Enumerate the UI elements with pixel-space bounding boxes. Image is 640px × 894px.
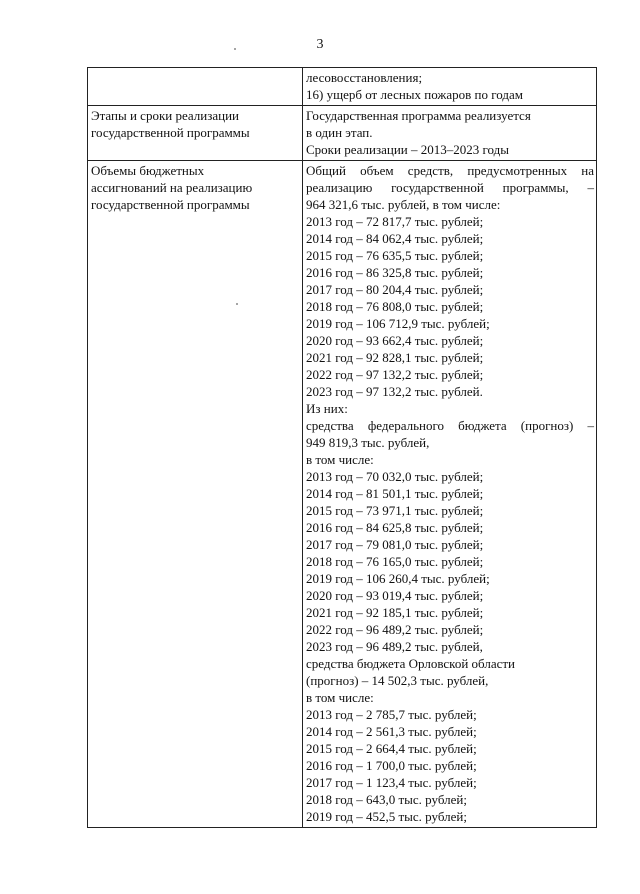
federal-year-line: 2013 год – 70 032,0 тыс. рублей; <box>306 469 484 484</box>
table-row <box>88 106 597 161</box>
total-year-line: 2022 год – 97 132,2 тыс. рублей; <box>306 367 484 382</box>
row-label-line: ассигнований на реализацию <box>91 180 253 195</box>
federal-year-line: 2023 год – 96 489,2 тыс. рублей, <box>306 639 483 654</box>
scan-speck <box>236 303 238 305</box>
table-row <box>88 161 597 828</box>
regional-year-line: 2019 год – 452,5 тыс. рублей; <box>306 809 467 824</box>
total-year-line: 2017 год – 80 204,4 тыс. рублей; <box>306 282 484 297</box>
text-line: Общий объем средств, предусмотренных на <box>306 163 594 178</box>
total-year-line: 2016 год – 86 325,8 тыс. рублей; <box>306 265 484 280</box>
row-label-line: государственной программы <box>91 197 250 212</box>
row-label-line: государственной программы <box>91 125 250 140</box>
total-year-line: 2023 год – 97 132,2 тыс. рублей. <box>306 384 483 399</box>
text-line: Государственная программа реализуется <box>306 108 531 123</box>
left-cell <box>88 68 303 106</box>
text-line: в один этап. <box>306 125 373 140</box>
text-line: 16) ущерб от лесных пожаров по годам <box>306 87 524 102</box>
total-year-line: 2019 год – 106 712,9 тыс. рублей; <box>306 316 490 331</box>
text-line: 949 819,3 тыс. рублей, <box>306 435 430 450</box>
federal-year-line: 2020 год – 93 019,4 тыс. рублей; <box>306 588 484 603</box>
text-line: Сроки реализации – 2013–2023 годы <box>306 142 509 157</box>
left-cell <box>88 161 303 828</box>
right-cell <box>303 68 597 106</box>
regional-year-line: 2018 год – 643,0 тыс. рублей; <box>306 792 467 807</box>
text-line: реализацию государственной программы, – <box>306 180 594 195</box>
right-cell <box>303 106 597 161</box>
regional-year-line: 2014 год – 2 561,3 тыс. рублей; <box>306 724 477 739</box>
row-label-line: Этапы и сроки реализации <box>91 108 239 123</box>
text-line: в том числе: <box>306 690 374 705</box>
federal-year-line: 2021 год – 92 185,1 тыс. рублей; <box>306 605 484 620</box>
text-line: Из них: <box>306 401 348 416</box>
text-line: средства федерального бюджета (прогноз) – <box>306 418 594 433</box>
row-label-line: Объемы бюджетных <box>91 163 205 178</box>
text-line: средства бюджета Орловской области <box>306 656 515 671</box>
text-line: 964 321,6 тыс. рублей, в том числе: <box>306 197 501 212</box>
total-year-line: 2015 год – 76 635,5 тыс. рублей; <box>306 248 484 263</box>
federal-year-line: 2016 год – 84 625,8 тыс. рублей; <box>306 520 484 535</box>
text-line: лесовосстановления; <box>306 70 423 85</box>
total-year-line: 2013 год – 72 817,7 тыс. рублей; <box>306 214 484 229</box>
federal-year-line: 2014 год – 81 501,1 тыс. рублей; <box>306 486 484 501</box>
text-line: в том числе: <box>306 452 374 467</box>
regional-year-line: 2013 год – 2 785,7 тыс. рублей; <box>306 707 477 722</box>
total-year-line: 2021 год – 92 828,1 тыс. рублей; <box>306 350 484 365</box>
total-year-line: 2020 год – 93 662,4 тыс. рублей; <box>306 333 484 348</box>
page-number: 3 <box>316 37 324 52</box>
total-year-line: 2018 год – 76 808,0 тыс. рублей; <box>306 299 484 314</box>
scan-speck <box>234 48 236 50</box>
federal-year-line: 2018 год – 76 165,0 тыс. рублей; <box>306 554 484 569</box>
regional-year-line: 2017 год – 1 123,4 тыс. рублей; <box>306 775 477 790</box>
regional-year-line: 2016 год – 1 700,0 тыс. рублей; <box>306 758 477 773</box>
regional-year-line: 2015 год – 2 664,4 тыс. рублей; <box>306 741 477 756</box>
program-passport-table <box>87 67 597 828</box>
federal-year-line: 2019 год – 106 260,4 тыс. рублей; <box>306 571 490 586</box>
total-year-line: 2014 год – 84 062,4 тыс. рублей; <box>306 231 484 246</box>
federal-year-line: 2017 год – 79 081,0 тыс. рублей; <box>306 537 484 552</box>
federal-year-line: 2015 год – 73 971,1 тыс. рублей; <box>306 503 484 518</box>
text-line: (прогноз) – 14 502,3 тыс. рублей, <box>306 673 489 688</box>
table-row <box>88 68 597 106</box>
left-cell <box>88 106 303 161</box>
right-cell <box>303 161 597 828</box>
federal-year-line: 2022 год – 96 489,2 тыс. рублей; <box>306 622 484 637</box>
